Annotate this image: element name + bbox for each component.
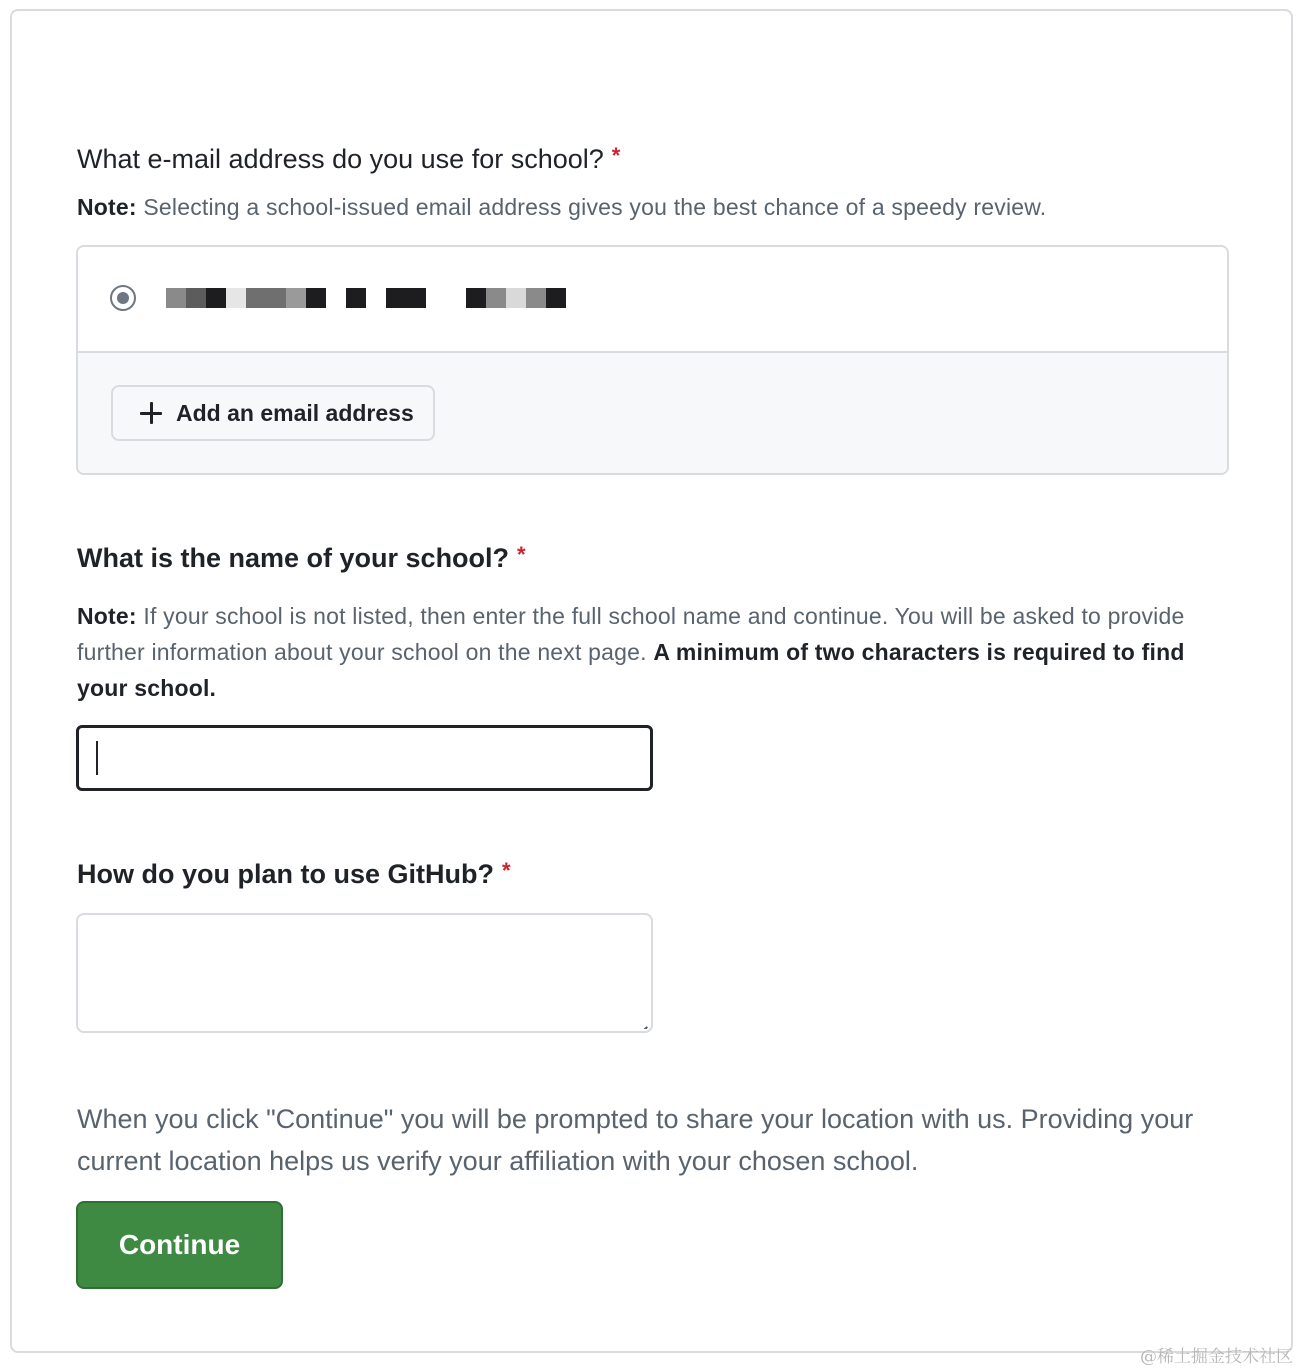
redacted-pixel-block (546, 288, 566, 308)
add-email-button-label: Add an email address (176, 399, 414, 426)
redacted-pixel-block (406, 288, 426, 308)
redacted-email-address (166, 288, 566, 308)
school-question (77, 543, 526, 574)
email-note-label: Note: (77, 194, 137, 220)
redacted-pixel-block (326, 288, 346, 308)
redacted-pixel-block (526, 288, 546, 308)
required-mark: * (501, 858, 511, 883)
redacted-pixel-block (446, 288, 466, 308)
email-option-row[interactable] (78, 247, 1227, 353)
redacted-pixel-block (166, 288, 186, 308)
redacted-pixel-block (366, 288, 386, 308)
required-mark: * (611, 143, 621, 168)
email-question (77, 144, 620, 175)
redacted-pixel-block (186, 288, 206, 308)
redacted-pixel-block (506, 288, 526, 308)
redacted-pixel-block (486, 288, 506, 308)
redacted-pixel-block (246, 288, 266, 308)
github-usage-textarea[interactable] (76, 913, 653, 1033)
github-question (77, 859, 511, 890)
add-email-button[interactable] (111, 385, 435, 441)
text-caret (96, 741, 98, 775)
school-note-label: Note: (77, 603, 137, 629)
resize-handle-icon[interactable] (633, 1013, 649, 1029)
school-name-input[interactable] (76, 725, 653, 791)
redacted-pixel-block (306, 288, 326, 308)
redacted-pixel-block (286, 288, 306, 308)
email-question-text: What e-mail address do you use for school? (77, 144, 604, 174)
location-notice: When you click "Continue" you will be prompted to share your location with us. Providing your current location helps us verify your affiliation with your chosen school. (77, 1104, 1194, 1176)
plus-icon (140, 402, 162, 424)
watermark: @稀土掘金技术社区 (1140, 1347, 1293, 1367)
required-mark: * (517, 542, 526, 567)
redacted-pixel-block (346, 288, 366, 308)
school-note (77, 598, 1217, 706)
redacted-pixel-block (206, 288, 226, 308)
email-option-radio[interactable] (110, 285, 136, 311)
redacted-pixel-block (426, 288, 446, 308)
redacted-pixel-block (266, 288, 286, 308)
email-options-footer (78, 353, 1227, 475)
email-note (77, 194, 1046, 221)
email-options-box (76, 245, 1229, 475)
redacted-pixel-block (386, 288, 406, 308)
redacted-pixel-block (226, 288, 246, 308)
email-note-text: Selecting a school-issued email address gives you the best chance of a speedy review. (136, 194, 1047, 220)
github-question-text: How do you plan to use GitHub? (77, 859, 494, 889)
continue-button[interactable]: Continue (76, 1201, 283, 1289)
school-question-text: What is the name of your school? (77, 543, 510, 573)
redacted-pixel-block (466, 288, 486, 308)
school-note-emphasis: A minimum of two characters is required to find your school. (77, 639, 1185, 701)
school-note-text: If your school is not listed, then enter the full school name and continue. You will be asked to provide further information about your school on the next page. (77, 603, 1185, 665)
